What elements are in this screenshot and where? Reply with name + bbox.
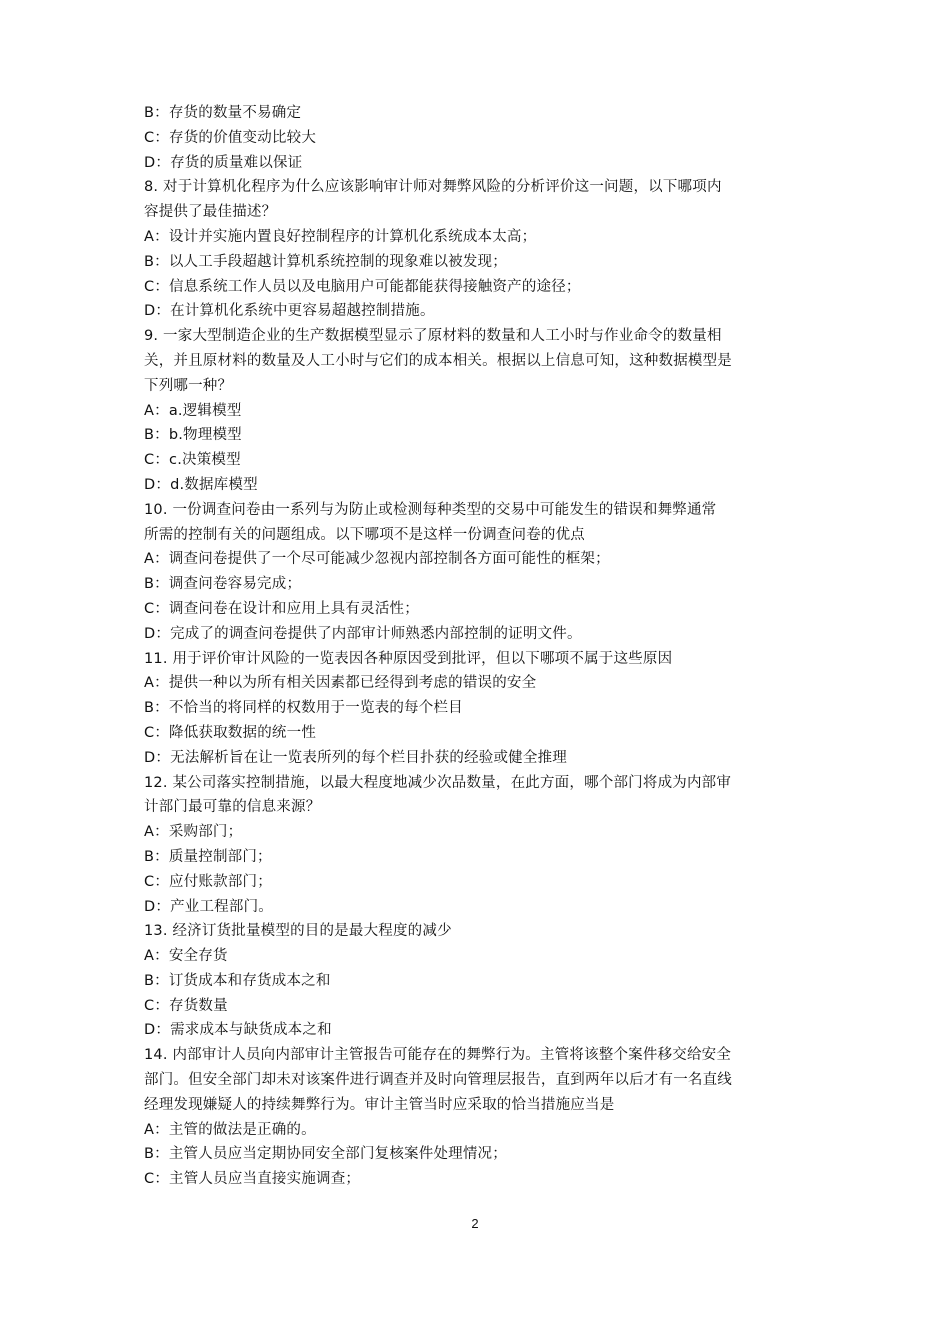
text-line: D：在计算机化系统中更容易超越控制措施。: [144, 303, 435, 320]
text-line: C：调查问卷在设计和应用上具有灵活性；: [144, 600, 419, 617]
text-line: C：存货的价值变动比较大: [144, 129, 317, 146]
text-line: 容提供了最佳描述？: [144, 204, 277, 221]
text-line: A：采购部门；: [144, 824, 243, 841]
document-body: [144, 101, 816, 1192]
question-12-line: 12. 某公司落实控制措施，以最大程度地减少次品数量，在此方面，哪个部门将成为内部审: [144, 774, 732, 791]
text-line: C：c.决策模型: [144, 452, 241, 469]
question-10-line: 10. 一份调查问卷由一系列与为防止或检测每种类型的交易中可能发生的错误和舞弊通常: [144, 501, 717, 518]
text-line: A：提供一种以为所有相关因素都已经得到考虑的错误的安全: [144, 675, 537, 692]
text-line: C：应付账款部门；: [144, 873, 272, 890]
text-line: A：主管的做法是正确的。: [144, 1121, 316, 1138]
text-line: B：调查问卷容易完成；: [144, 576, 302, 593]
question-13-line: 13. 经济订货批量模型的目的是最大程度的减少: [144, 923, 452, 940]
question-9-line: 9. 一家大型制造企业的生产数据模型显示了原材料的数量和人工小时与作业命令的数量相: [144, 328, 722, 345]
page-number: 2: [471, 1216, 479, 1231]
text-line: B：存货的数量不易确定: [144, 105, 302, 121]
text-line: B：订货成本和存货成本之和: [144, 972, 331, 989]
text-line: B：质量控制部门；: [144, 848, 272, 865]
text-line: 所需的控制有关的问题组成。以下哪项不是这样一份调查问卷的优点: [144, 526, 585, 543]
text-line: C：降低获取数据的统一性: [144, 724, 317, 741]
text-line: D：产业工程部门。: [144, 898, 273, 915]
text-line: D：完成了的调查问卷提供了内部审计师熟悉内部控制的证明文件。: [144, 625, 582, 642]
text-line: C：主管人员应当直接实施调查；: [144, 1171, 361, 1188]
question-8-line: 8. 对于计算机化程序为什么应该影响审计师对舞弊风险的分析评价这一问题，以下哪项内: [144, 179, 722, 196]
text-line: 关，并且原材料的数量及人工小时与它们的成本相关。根据以上信息可知，这种数据模型是: [144, 352, 732, 369]
text-line: C：存货数量: [144, 997, 228, 1014]
text-line: 经理发现嫌疑人的持续舞弊行为。审计主管当时应采取的恰当措施应当是: [144, 1096, 615, 1113]
text-line: B：主管人员应当定期协同安全部门复核案件处理情况；: [144, 1146, 507, 1163]
text-line: A：安全存货: [144, 948, 228, 965]
text-line: C：信息系统工作人员以及电脑用户可能都能获得接触资产的途径；: [144, 278, 581, 295]
text-line: B：b.物理模型: [144, 427, 242, 444]
text-line: D：d.数据库模型: [144, 476, 258, 493]
text-line: B：以人工手段超越计算机系统控制的现象难以被发现；: [144, 253, 507, 270]
text-line: D：需求成本与缺货成本之和: [144, 1022, 332, 1039]
text-line: B：不恰当的将同样的权数用于一览表的每个栏目: [144, 700, 463, 717]
text-line: A：调查问卷提供了一个尽可能减少忽视内部控制各方面可能性的框架；: [144, 551, 610, 568]
question-11-line: 11. 用于评价审计风险的一览表因各种原因受到批评，但以下哪项不属于这些原因: [144, 650, 673, 667]
text-line: D：无法解析旨在让一览表所列的每个栏目扑获的经验或健全推理: [144, 749, 567, 766]
text-line: A：a.逻辑模型: [144, 402, 242, 419]
text-line: A：设计并实施内置良好控制程序的计算机化系统成本太高；: [144, 228, 537, 245]
question-14-line: 14. 内部审计人员向内部审计主管报告可能存在的舞弊行为。主管将该整个案件移交给安全: [144, 1047, 732, 1064]
text-line: 部门。但安全部门却未对该案件进行调查并及时向管理层报告，直到两年以后才有一名直线: [144, 1072, 732, 1089]
text-line: D：存货的质量难以保证: [144, 154, 303, 171]
text-line: 计部门最可靠的信息来源？: [144, 799, 321, 816]
text-line: 下列哪一种？: [144, 377, 233, 394]
